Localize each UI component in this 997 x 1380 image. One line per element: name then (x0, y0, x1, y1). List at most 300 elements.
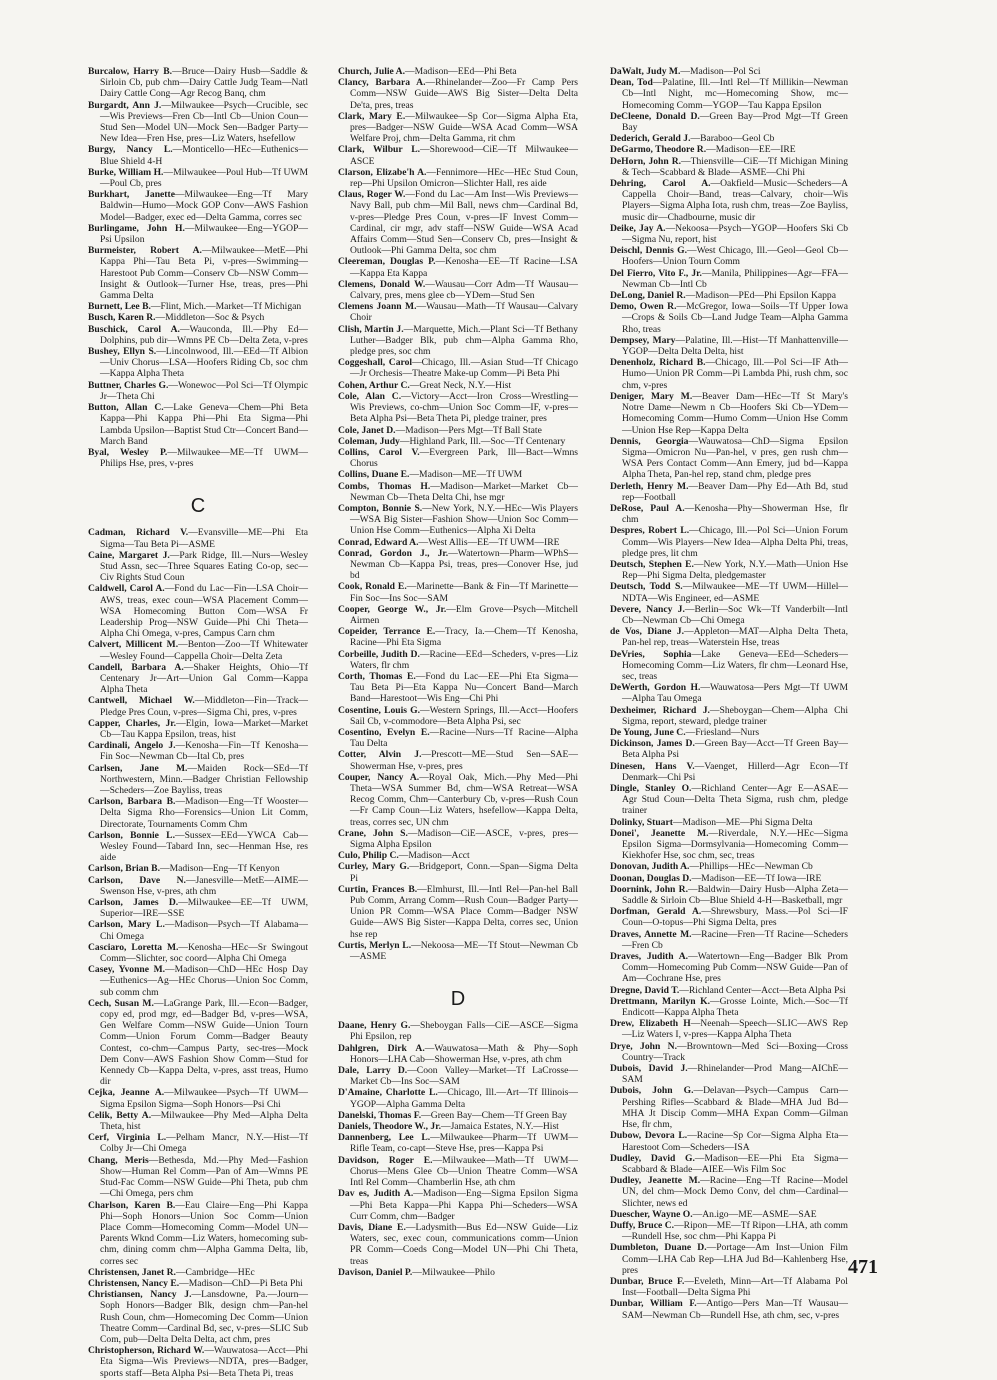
entry-details: —Kenosha—HEc—Sr Swingout Comm—Slichter, soc coord—Alpha Chi Omega (100, 941, 308, 965)
entry-name: Daniels, Theodore W., Jr. (338, 1121, 441, 1133)
directory-entry (338, 1155, 578, 1189)
directory-entry (610, 873, 848, 884)
directory-entry (338, 447, 578, 469)
entry-name: Dunbar, William F. (610, 1298, 697, 1310)
entry-details: —Shaker Heights, Ohio—Tf Centenary Jr—Art—Union Gal Comm—Kappa Alpha Theta (100, 661, 308, 696)
entry-name: Capper, Charles, Jr. (88, 717, 177, 729)
entry-name: Dubois, John G. (610, 1085, 694, 1097)
entry-details: —Wausau—Math—Tf Wausau—Calvary Choir (350, 301, 578, 324)
entry-details: —Green Bay—Acct—Tf Green Bay—Beta Alpha Psi (622, 738, 848, 761)
entry-details: —Watertown—Pharm—WPhS—Newman Cb—Kappa Psi, treas, pres—Conover Hse, jud bd (350, 547, 578, 582)
entry-name: Drettmann, Marilyn K. (610, 995, 710, 1007)
entry-details: —Bridgeport, Conn.—Span—Sigma Delta Pi (350, 861, 578, 884)
directory-entry (338, 469, 578, 480)
entry-details: —Madison—Eng—Tf Kenyon (159, 863, 280, 875)
entry-name: Dale, Larry D. (338, 1065, 408, 1077)
directory-entry (610, 727, 848, 738)
entry-name: Cerf, Virginia L. (88, 1132, 167, 1144)
entry-details: —West Allis—EE—Tf UWM—IRE (418, 536, 560, 548)
directory-entry (88, 100, 308, 145)
entry-name: Dolinky, Stuart (610, 816, 673, 828)
directory-entry (610, 111, 848, 133)
directory-entry (88, 1278, 308, 1289)
entry-details: —Wonewoc—Pol Sci—Tf Olympic Jr—Theta Chi (100, 379, 308, 402)
entry-name: Dinesen, Hans V. (610, 760, 695, 772)
directory-entry (88, 1110, 308, 1132)
entry-name: Charlson, Karen B. (88, 1199, 176, 1211)
directory-entry (338, 828, 578, 850)
entry-name: Claus, Roger W. (338, 189, 406, 201)
entry-details: —Eveleth, Minn—Art—Tf Alabama Pol Inst—Football—Delta Sigma Phi (622, 1275, 848, 1299)
entry-details: —Racine—EEd—Scheders, v-pres—Liz Waters, flr chm (350, 648, 578, 671)
entry-name: Drye, John N. (610, 1040, 677, 1052)
entry-details: —Madison—CiE—ASCE, v-pres, pres—Sigma Alpha Epsilon (350, 827, 578, 851)
entry-name: Coleman, Judy (338, 435, 400, 447)
entry-name: Curtin, Frances B. (338, 883, 418, 895)
directory-entry (610, 817, 848, 828)
entry-name: Demo, Owen R. (610, 301, 677, 313)
directory-entry (610, 144, 848, 155)
entry-details: —Madison—ChD—HEc Hosp Day—Euthenics—Ag—HEc Chorus—Union Soc Comm, sub comm chm (100, 964, 308, 998)
entry-details: —Elgin, Iowa—Market—Market Cb—Tau Kappa Epsilon, treas, hist (100, 717, 308, 740)
directory-entry (88, 1345, 308, 1379)
directory-entry (338, 671, 578, 705)
entry-details: —Tracy, Ia.—Chem—Tf Kenosha, Racine—Phi Eta Sigma (350, 626, 578, 649)
entry-name: Carlson, Bonnie L. (88, 829, 175, 841)
entry-details: —Great Neck, N.Y.—Hist (409, 379, 512, 391)
entry-details: —Madison—Eng—Tf Wooster—Delta Sigma Rho—Forensics—Union Lit Comm, Directorate, Tournaments Comm Chm (100, 796, 308, 830)
entry-details: —Janesville—MetE—AIME—Swenson Hse, v-pres, ath chm (100, 874, 308, 897)
entry-name: Buttner, Charles G. (88, 379, 169, 391)
directory-entry (88, 144, 308, 166)
entry-name: Duescher, Wayne O. (610, 1208, 693, 1220)
entry-name: Corth, Thomas E. (338, 670, 416, 682)
entry-name: Cadman, Richard V. (88, 527, 189, 539)
entry-details: —Berlin—Soc Wk—Tf Vanderbilt—Intl Cb—Newman Cb—Chi Omega (622, 603, 849, 626)
entry-name: Byal, Wesley P. (88, 446, 168, 458)
entry-details: —Kenosha—Phy—Showerman Hse, flr chm (622, 502, 848, 526)
directory-entry (338, 727, 578, 749)
column-3 (610, 66, 848, 1321)
entry-name: Dudley, David G. (610, 1152, 695, 1164)
entry-details: —Chicago, Ill.—Art—Tf Illinois—YGOP—Alpha Gamma Delta (350, 1087, 578, 1110)
entry-details: —LaGrange Park, Ill.—Econ—Badger, copy ed, prod mgr, ed—Badger Bd, v-pres—WSA, Gen Welfare Comm—NSW Guide—Union Tourn Comm—Union Forum Comm—Badger Beauty Contest, co-chm—Campus Party, sec-tres—Mock Dem Conv—AWS Fashion Show Comm—Stud for Kennedy Cb—Kappa Delta, v-pres, asst treas, Humo dir (100, 997, 308, 1088)
entry-name: Deniger, Mary M. (610, 390, 693, 402)
entry-name: Cole, Alan C. (338, 390, 402, 402)
entry-name: Dempsey, Mary (610, 334, 676, 346)
directory-entry (610, 77, 848, 111)
directory-entry (88, 346, 308, 380)
entry-name: Cotter, Alvin J. (338, 749, 422, 761)
entry-details: —Madison—Market—Market Cb—Newman Cb—Theta Delta Chi, hse mgr (350, 480, 578, 503)
entry-name: Coggeshall, Carol (338, 357, 413, 369)
entry-details: —Western Springs, Ill.—Acct—Hoofers Sail Cb, v-commodore—Beta Alpha Psi, sec (350, 704, 578, 727)
entry-name: Clemens Joann M. (338, 301, 417, 313)
directory-entry (88, 447, 308, 469)
entry-name: Curtis, Merlyn L. (338, 939, 412, 951)
directory-entry (88, 312, 308, 323)
directory-entry (338, 749, 578, 771)
entry-details: —Fond du Lac—Am Inst—Wis Previews—Navy Ball, pub chm—Mil Ball, news chm—Cardinal Bd, v-pres—Pledge Pres Coun, v-pres—IF Invest Comm—Cardinal, cir mgr, adv staff—NSW Guide—WSA Acad Affairs Comm—Stud Sen—Conserv Cb, pres—Insight & Outlook—Phi Gamma Delta, soc chm (350, 189, 578, 257)
entry-details: —Wauwatosa—Pers Mgt—Tf UWM—Alpha Tau Omega (622, 682, 848, 705)
entry-name: Denenholz, Richard B. (610, 357, 706, 369)
entry-name: Carlson, Brian B. (88, 863, 160, 875)
directory-entry (610, 705, 848, 727)
entry-name: Celik, Betty A. (88, 1109, 152, 1121)
entry-details: —Riverdale, N.Y.—HEc—Sigma Epsilon Sigma—Dormsylvania—Homecoming Comm—Kiekhofer Hse, soc chm, sec, treas (622, 827, 848, 862)
directory-entry (88, 763, 308, 797)
directory-entry (338, 604, 578, 626)
entry-name: Conrad, Edward A. (338, 536, 419, 548)
entry-name: Dederich, Gerald J. (610, 133, 691, 145)
directory-entry (610, 223, 848, 245)
entry-name: Cardinali, Angelo J. (88, 740, 176, 752)
entry-name: Caine, Margaret J. (88, 549, 170, 561)
directory-entry (610, 436, 848, 481)
entry-details: —Kenosha—Fin—Tf Kenosha—Fin Soc—Newman Cb—Ital Cb, pres (100, 740, 309, 763)
entry-details: —Madison—EE—IRE (706, 144, 796, 156)
entry-details: —Thiensville—CiE—Tf Michigan Mining & Tech—Scabbard & Blade—ASME—Chi Phi (622, 155, 848, 178)
entry-details: —Elm Grove—Psych—Mitchell Airmen (350, 603, 578, 626)
directory-entry (338, 391, 578, 425)
entry-details: —Madison—Pol Sci (680, 66, 761, 77)
entry-details: —Kenosha—EE—Tf Racine—LSA—Kappa Eta Kappa (350, 256, 578, 279)
entry-details: —Wauwatosa—Acct—Phi Eta Sigma—Wis Previews—NDTA, pres—Badger, sports staff—Beta Alpha Psi—Beta Theta Pi, treas (100, 1345, 308, 1379)
entry-details: —Green Bay—Chem—Tf Green Bay (421, 1109, 567, 1121)
entry-name: Doornink, John R. (610, 883, 688, 895)
directory-entry (338, 705, 578, 727)
entry-name: Clark, Mary E. (338, 110, 406, 122)
entry-name: Carlson, Mary L. (88, 919, 165, 931)
entry-name: Candell, Barbara A. (88, 661, 184, 673)
directory-entry (88, 942, 308, 964)
entry-name: DeGarmo, Theodore R. (610, 144, 707, 156)
directory-entry (88, 897, 308, 919)
entry-name: DeCleene, Donald D. (610, 110, 700, 122)
entry-name: Casciaro, Loretta M. (88, 941, 179, 953)
entry-details: —Madison—EE—Tf Iowa—IRE (691, 872, 822, 884)
directory-entry (610, 1085, 848, 1130)
directory-entry (610, 268, 848, 290)
entry-name: Burcalow, Harry B. (88, 66, 173, 77)
entry-details: —Vaenget, Hillerd—Agr Econ—Tf Denmark—Chi Psi (622, 760, 848, 783)
entry-name: Dahlgren, Dirk A. (338, 1042, 425, 1054)
entry-details: —Portage—Am Inst—Union Film Comm—LHA Cab Rep—LHA Jud Bd—Kahlenberg Hse, pres (622, 1242, 848, 1276)
entry-details: —Milwaukee—EE—Tf UWM, Superior—IRE—SSE (100, 897, 308, 920)
entry-name: Dumbleton, Duane D. (610, 1242, 707, 1254)
directory-entry (338, 144, 578, 166)
entry-details: —Rhinelander—Zoo—Fr Camp Pers Comm—NSW Guide—AWS Big Sister—Delta Delta De'ta, pres, treas (350, 77, 578, 111)
directory-entry (610, 503, 848, 525)
entry-name: De Young, June C. (610, 726, 686, 738)
page-number: 471 (848, 1256, 878, 1278)
entry-name: Draves, Annette M. (610, 928, 692, 940)
directory-entry (610, 996, 848, 1018)
directory-entry (338, 1087, 578, 1109)
entry-details: —Evergreen Park, Ill—Bact—Wmns Chorus (350, 446, 578, 470)
entry-details: —Milwaukee—Phy Med—Alpha Delta Theta, hist (100, 1109, 308, 1133)
entry-name: de Vos, Diane J. (610, 626, 685, 638)
entry-name: Del Fierro, Vito F., Jr. (610, 267, 702, 279)
entry-details: —Racine—Sp Cor—Sigma Alpha Eta—Harestoot Com—Scheders—ISA (622, 1130, 849, 1153)
entry-name: Cohen, Arthur C. (338, 379, 410, 391)
directory-entry (88, 796, 308, 830)
directory-entry (610, 1153, 848, 1175)
entry-details: —Milwaukee—Poul Hub—Tf UWM—Poul Cb, pres (100, 166, 309, 190)
entry-details: —Browntown—Med Sci—Boxing—Cross Country—Track (622, 1040, 849, 1063)
directory-entry (88, 863, 308, 874)
entry-details: —An.igo—ME—ASME—SAE (692, 1208, 817, 1220)
entry-details: —Beaver Dam—HEc—Tf St Mary's Notre Dame—Newm n Cb—Hoofers Ski Cb—YDem—Homecoming Comm—Humo Comm—Union Hse Comm—Union Hse Rep—Kappa Delta (622, 390, 848, 436)
section-letter: D (450, 988, 466, 1011)
entry-name: Cooper, George W., Jr. (338, 603, 447, 615)
entry-details: —Marinette—Bank & Fin—Tf Marinette—Fin Soc—Ins Soc—SAM (350, 581, 578, 604)
directory-entry (610, 861, 848, 872)
entry-details: —Madison—ME—Phi Sigma Delta (672, 816, 813, 828)
entry-details: —Chicago, Ill.—Pol Sci—IF Ath—Humo—Union PR Comm—Pi Lambda Phi, rush chm, soc chm, v-pres (622, 357, 848, 391)
directory-entry (610, 626, 848, 648)
entry-name: Carlson, Dave N. (88, 874, 186, 886)
directory-entry (610, 391, 848, 436)
entry-name: Dehring, Carol A. (610, 178, 711, 190)
directory-entry (610, 1063, 848, 1085)
entry-details: —Bruce—Dairy Husb—Saddle & Sirloin Cb, pub chm—Dairy Cattle Judg Team—Natl Dairy Cattle Cong—Agr Recog Banq, chm (100, 66, 308, 100)
entry-name: Dorfman, Gerald A. (610, 906, 702, 918)
entry-details: —Antigo—Pers Man—Tf Wausau—SAM—Newman Cb—Rundell Hse, ath chm, sec, v-pres (622, 1298, 848, 1321)
entry-details: —Benton—Zoo—Tf Whitewater—Wesley Found—Cappella Choir—Delta Zeta (100, 639, 309, 662)
directory-entry (338, 301, 578, 323)
directory-entry (610, 559, 848, 581)
entry-details: —Sheboygan Falls—CiE—ASCE—Sigma Phi Epsilon, rep (350, 1020, 578, 1043)
entry-name: Donei', Jeanette M. (610, 827, 709, 839)
entry-details: —Highland Park, Ill.—Soc—Tf Centenary (399, 435, 566, 447)
directory-entry (610, 1130, 848, 1152)
directory-entry (610, 1242, 848, 1276)
directory-entry (338, 279, 578, 301)
entry-details: —McGregor, Iowa—Soils—Tf Upper Iowa—Crops & Soils Cb—Land Judge Team—Alpha Gamma Rho, treas (622, 301, 848, 335)
directory-entry (88, 998, 308, 1088)
entry-details: —Middleton—Fin—Track—Pledge Pres Coun, v-pres—Sigma Chi, pres, v-pres (100, 695, 308, 718)
entry-name: Clark, Wilbur L. (338, 144, 421, 156)
entry-details: —Madison—Eng—Sigma Epsilon Sigma—Phi Beta Kappa—Phi Kappa Phi—Scheders—WSA Curr Comm, chm—Badger (350, 1188, 578, 1222)
entry-name: Compton, Bonnie S. (338, 502, 423, 514)
directory-entry (610, 761, 848, 783)
entry-name: Dudley, Jeanette M. (610, 1175, 701, 1187)
directory-entry (88, 875, 308, 897)
entry-details: —Milwaukee—Pharm—Tf UWM—Rifle Team, co-capt—Steve Hse, pres—Kappa Psi (350, 1132, 578, 1155)
entry-details: —Madison—Psych—Tf Alabama—Chi Omega (100, 919, 308, 942)
directory-entry (338, 861, 578, 883)
entry-details: —Victory—Acct—Iron Cross—Wrestling—Wis Previews, co-chm—Union Soc Comm—IF, v-pres—Beta Alpha Psi—Beta Theta Pi, pledge trainer, pres (350, 390, 578, 425)
entry-name: Despres, Robert L. (610, 525, 690, 537)
directory-entry (88, 1087, 308, 1109)
entry-details: —Oakfield—Music—Scheders—A Cappella Choir—Band, treas—Calvary, choir—Wis Players—Sigma Alpha Iota, rush chm, treas—Zoe Bayliss, music dir—Chadbourne, music dir (622, 178, 848, 223)
directory-entry (338, 380, 578, 391)
entry-details: —Racine—Eng—Tf Racine—Model UN, del chm—Mock Demo Conv, del chm—Cardinal—Slichter, news ed (622, 1175, 848, 1209)
directory-entry (610, 290, 848, 301)
entry-name: Derleth, Henry M. (610, 480, 689, 492)
entry-name: Cleereman, Douglas P. (338, 256, 436, 268)
entry-name: DeHorn, John R. (610, 155, 682, 167)
directory-entry (88, 583, 308, 639)
directory-entry (338, 1043, 578, 1065)
entry-name: Conrad, Gordon J., Jr. (338, 547, 449, 559)
entry-details: —Phillips—HEc—Newman Cb (689, 861, 813, 873)
directory-entry (610, 481, 848, 503)
entry-details: —Rhinelander—Prod Mang—AIChE—SAM (622, 1063, 848, 1086)
entry-details: —Milwaukee—Psych—Tf UWM—Sigma Epsilon Sigma—Soph Honors—Psi Chi (100, 1087, 309, 1110)
entry-name: Carlsen, Jane M. (88, 762, 188, 774)
entry-name: Doonan, Douglas D. (610, 872, 692, 884)
entry-details: —Milwaukee—Eng—YGOP—Psi Upsilon (100, 222, 308, 246)
column-2 (338, 66, 578, 1278)
directory-entry (338, 503, 578, 537)
entry-name: Burnett, Lee B. (88, 301, 151, 313)
directory-entry (338, 884, 578, 940)
entry-name: Burke, William H. (88, 166, 164, 178)
entry-name: Cejka, Jeanne A. (88, 1087, 165, 1099)
entry-details: —Ripon—ME—Tf Ripon—LHA, ath comm—Rundell Hse, soc chm—Phi Kappa Pi (622, 1219, 848, 1243)
directory-entry (338, 324, 578, 358)
directory-entry (338, 850, 578, 861)
entry-name: D'Amaine, Charlotte L. (338, 1087, 438, 1099)
entry-name: Daane, Henry G. (338, 1020, 411, 1032)
entry-details: —Cambridge—HEc (175, 1266, 255, 1278)
entry-details: —Milwaukee—Psych—Crucible, sec—Wis Previews—Fren Cb—Intl Cb—Union Coun—Stud Sen—Model UN—Mock Sen—Badger Party—New Idea—Fren Hse, pres—Liz Waters, hsefellow (100, 99, 308, 145)
entry-details: —Lake Geneva—EEd—Scheders—Homecoming Comm—Liz Waters, flr chm—Leonard Hse, sec, treas (622, 648, 848, 682)
entry-details: —Sussex—EEd—YWCA Cab—Wesley Found—Tabard Inn, sec—Henman Hse, res aide (100, 829, 308, 864)
entry-details: —Wauwatosa—Math & Phy—Soph Honors—LHA Cab—Showerman Hse, v-pres, ath chm (350, 1042, 578, 1065)
entry-details: —Marquette, Mich.—Plant Sci—Tf Bethany Luther—Badger Blk, pub chm—Alpha Gamma Rho, pledge pres, soc chm (350, 323, 578, 358)
entry-details: —Flint, Mich.—Market—Tf Michigan (150, 301, 302, 313)
entry-name: Duffy, Bruce C. (610, 1219, 675, 1231)
directory-entry (338, 940, 578, 962)
directory-entry (88, 740, 308, 762)
entry-name: Church, Julie A. (338, 66, 405, 77)
entry-details: —Park Ridge, Ill.—Nurs—Wesley Stud Assn, sec—Three Squares Eating Co-op, sec—Civ Rights Stud Coun (100, 549, 308, 584)
directory-entry (610, 525, 848, 559)
entry-details: —Madison—Pers Mgt—Tf Ball State (395, 424, 542, 436)
entry-name: Carlson, James D. (88, 897, 179, 909)
entry-name: Corbeille, Judith D. (338, 648, 420, 660)
directory-entry (338, 772, 578, 828)
entry-details: —Racine—Fren—Tf Racine—Scheders—Fren Cb (622, 928, 848, 951)
entry-name: Dingle, Stanley O. (610, 783, 692, 794)
entry-name: Burmeister, Robert A. (88, 245, 202, 257)
entry-details: —Madison—EE—Phi Eta Sigma—Scabbard & Blade—AIEE—Wis Film Soc (622, 1152, 849, 1175)
entry-details: —Milwaukee—ME—Tf UWM—Hillel—NDTA—Wis Engineer, ed—ASME (622, 581, 848, 604)
entry-details: —Chicago, Ill.—Asian Stud—Tf Chicago—Jr Orchesis—Theatre Make-up Comm—Pi Beta Phi (350, 357, 578, 380)
entry-name: DaWalt, Judy M. (610, 66, 681, 77)
entry-name: Donovan, Judith A. (610, 861, 690, 873)
entry-name: Couper, Nancy A. (338, 771, 420, 783)
entry-name: Drew, Elizabeth H (610, 1018, 691, 1030)
directory-entry (610, 682, 848, 704)
entry-name: Dunbar, Bruce F. (610, 1275, 685, 1287)
directory-entry (610, 884, 848, 906)
entry-details: —Milwaukee—Sp Cor—Sigma Alpha Eta, pres—Badger—NSW Guide—WSA Acad Comm—WSA Welfare Proj, chm—Delta Gamma, rit chm (350, 110, 578, 145)
entry-details: —New York, N.Y.—Math—Union Hse Rep—Phi Sigma Delta, pledgemaster (622, 558, 848, 582)
directory-entry (610, 1175, 848, 1209)
entry-details: —Prescott—ME—Stud Sen—SAE—Showerman Hse, v-pres, pres (350, 749, 578, 772)
directory-entry (338, 436, 578, 447)
directory-entry (88, 662, 308, 696)
directory-entry (88, 189, 308, 223)
directory-entry (610, 1276, 848, 1298)
directory-entry (610, 133, 848, 144)
entry-details: —Milwaukee—Eng—Tf Mary Baldwin—Humo—Mock GOP Conv—AWS Fashion Model—Badger, exec ed—Delta Gamma, corres sec (100, 189, 308, 223)
directory-entry (88, 380, 308, 402)
entry-details: —West Chicago, Ill.—Geol—Geol Cb—Hoofers—Union Tourn Comm (622, 245, 848, 268)
directory-entry (88, 1289, 308, 1345)
entry-name: Burgy, Nancy L. (88, 144, 173, 156)
entry-details: —Pelham Mancr, N.Y.—Hist—Tf Colby Jr—Chi Omega (100, 1132, 308, 1155)
entry-name: Burlingame, John H. (88, 222, 185, 234)
directory-entry (338, 167, 578, 189)
entry-name: Christiansen, Nancy J. (88, 1289, 192, 1301)
entry-name: Collins, Duane E. (338, 469, 410, 481)
entry-details: —Chicago, Ill.—Pol Sci—Union Forum Comm—Wis Players—New Idea—Alpha Delta Phi, treas, pledge pres, lit chm (622, 525, 848, 559)
entry-name: Draves, Judith A. (610, 951, 689, 963)
entry-name: Dennis, Georgia (610, 435, 689, 447)
directory-entry (88, 223, 308, 245)
directory-entry (610, 357, 848, 391)
entry-name: Clemens, Donald W. (338, 278, 426, 290)
directory-entry (338, 1132, 578, 1154)
directory-entry (88, 245, 308, 301)
directory-entry (88, 1267, 308, 1278)
entry-details: —Royal Oak, Mich.—Phy Med—Phi Theta—WSA Summer Bd, chm—WSA Retreat—WSA Recog Comm, Chm—Canterbury Cb, v-pres—Rush Coun—Fr Camp Coun—Liz Waters, hsefellow—Kappa Delta, treas, corres sec, UN chm (350, 771, 578, 828)
entry-name: Christopherson, Richard W. (88, 1345, 205, 1357)
entry-details: —Milwaukee—Philo (412, 1266, 495, 1278)
directory-entry (338, 77, 578, 111)
entry-details: —Friesland—Nurs (685, 726, 760, 738)
entry-name: Cosentine, Louis G. (338, 704, 421, 716)
directory-entry (88, 550, 308, 584)
directory-entry (610, 1220, 848, 1242)
entry-name: Clarson, Elizabe'h A. (338, 166, 427, 178)
directory-entry (338, 1267, 578, 1278)
entry-name: Carlson, Barbara B. (88, 796, 176, 808)
directory-entry (610, 906, 848, 928)
entry-name: Busch, Karen R. (88, 312, 156, 324)
entry-name: Devere, Nancy J. (610, 603, 685, 615)
directory-entry (338, 626, 578, 648)
directory-entry (338, 357, 578, 379)
entry-name: Clish, Martin J. (338, 323, 404, 335)
entry-name: Cosentino, Evelyn E. (338, 726, 430, 738)
entry-details: —Richland Center—Agr E—ASAE—Agr Stud Coun—Delta Theta Sigma, rush chm, pledge trainer (622, 783, 848, 817)
entry-details: —Baraboo—Geol Cb (690, 133, 775, 145)
directory-entry (610, 245, 848, 267)
entry-details: —Fond du Lac—EE—Phi Eta Sigma—Tau Beta Pi—Eta Kappa Nu—Concert Band—March Band—Harestoot—Wis Eng—Chi Phi (350, 670, 578, 705)
entry-details: —Watertown—Eng—Badger Blk Prom Comm—Homecoming Pub Comm—NSW Guide—Pan of Am—Cochrane Hse, pres (622, 951, 848, 985)
entry-details: —Palatine, Ill.—Hist—Tf Manhattenville—YGOP—Delta Delta Delta, hist (622, 334, 848, 358)
directory-entry (88, 830, 308, 864)
entry-details: —Shorewood—CiE—Tf Milwaukee—ASCE (350, 144, 578, 167)
entry-details: —Wauconda, Ill.—Phy Ed—Dolphins, pub dir—Wmns PE Cb—Delta Zeta, v-pres (100, 323, 308, 346)
entry-name: Calvert, Millicent M. (88, 639, 179, 651)
entry-name: Burgardt, Ann J. (88, 99, 162, 111)
entry-details: —Middleton—Soc & Psych (155, 312, 265, 324)
directory-entry (610, 1298, 848, 1320)
directory-entry (610, 649, 848, 683)
entry-name: Dannenberg, Lee L. (338, 1132, 431, 1144)
entry-name: Christensen, Nancy E. (88, 1277, 180, 1289)
entry-name: Deutsch, Todd S. (610, 581, 683, 593)
entry-name: Cech, Susan M. (88, 997, 154, 1009)
entry-name: DeWerth, Gordon H. (610, 682, 701, 694)
